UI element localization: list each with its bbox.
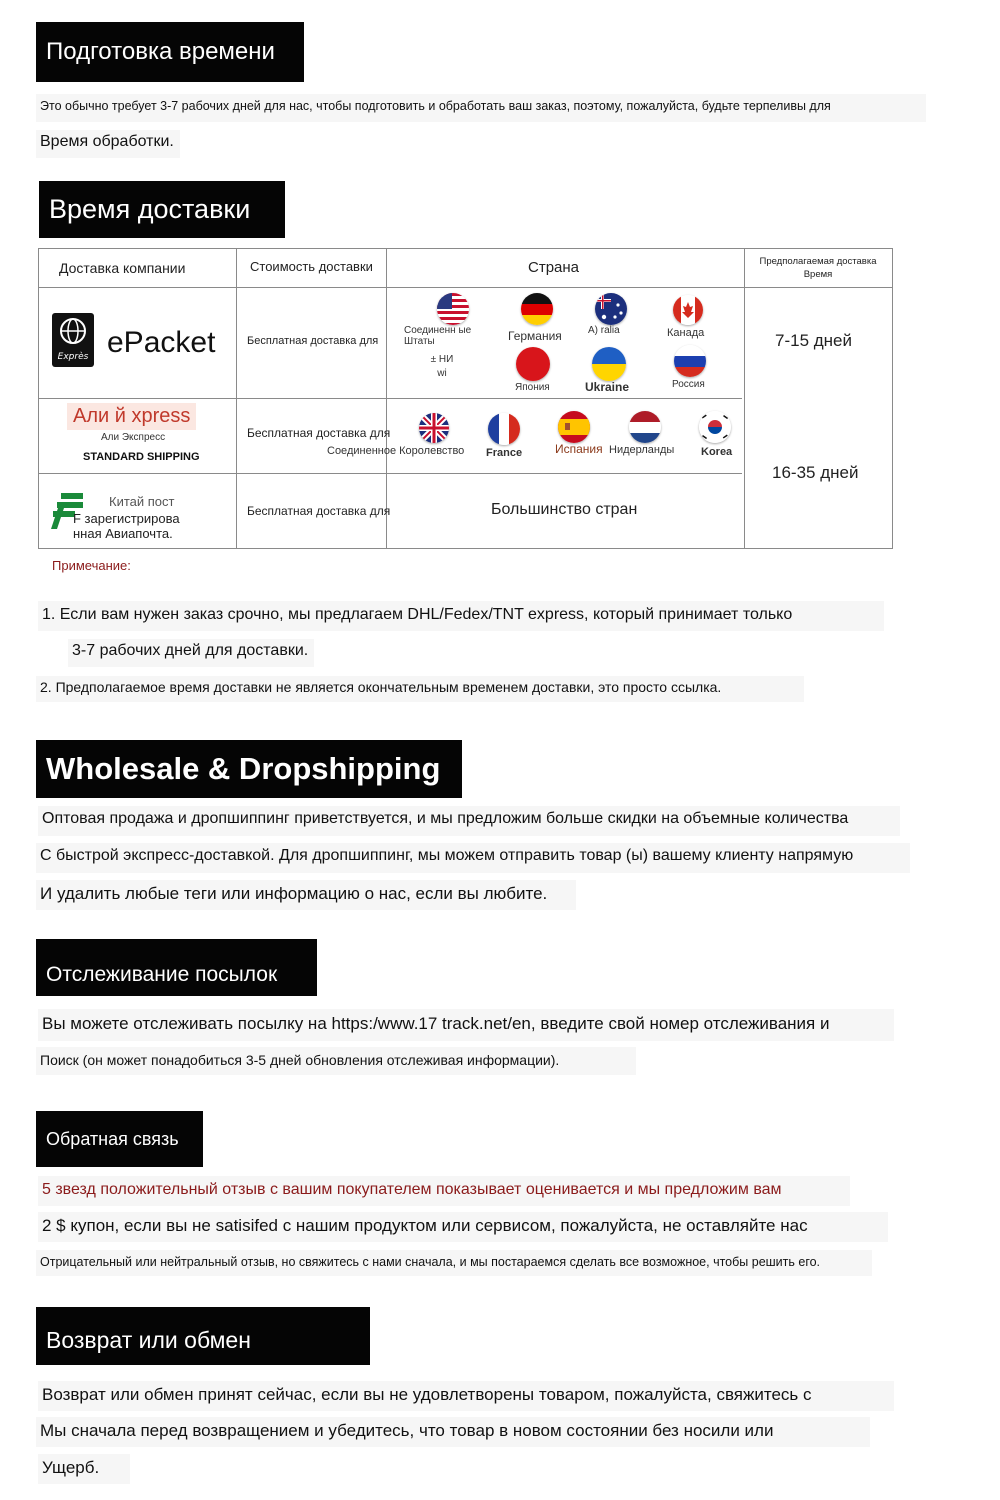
country-label: А) ralia bbox=[588, 325, 620, 336]
country-label: Нидерланды bbox=[609, 444, 675, 456]
country-label: Ukraine bbox=[585, 380, 630, 394]
feedback-line-1: 5 звезд положительный отзыв с вашим покупателем показывает оценивается и мы предложим вам bbox=[38, 1176, 850, 1206]
japan-flag-icon bbox=[516, 347, 550, 381]
preparation-line-2: Время обработки. bbox=[36, 130, 180, 158]
header-company: Доставка компании bbox=[59, 260, 186, 276]
country-label: Соединенн ые Штаты bbox=[404, 325, 472, 347]
preparation-line-1: Это обычно требует 3-7 рабочих дней для нас, чтобы подготовить и обработать ваш заказ, поэтому, пожалуйста, будьте терпеливы для bbox=[36, 94, 926, 122]
wholesale-line-1: Оптовая продажа и дропшиппинг приветствуется, и мы предложим больше скидки на объемные количества bbox=[38, 806, 900, 836]
svg-text:Exprès: Exprès bbox=[57, 352, 89, 362]
feedback-title: Обратная связь bbox=[36, 1111, 203, 1167]
aliexpress-cost: Бесплатная доставка для bbox=[247, 426, 391, 440]
aliexpress-name: Али й xpress bbox=[67, 403, 196, 430]
header-cost: Стоимость доставки bbox=[250, 259, 373, 274]
country-label: Япония bbox=[515, 382, 550, 393]
returns-line-1: Возврат или обмен принят сейчас, если вы не удовлетворены товаром, пожалуйста, свяжитесь с bbox=[38, 1381, 894, 1411]
returns-line-2: Мы сначала перед возвращением и убедитесь, что товар в новом состоянии без носили или bbox=[36, 1417, 870, 1447]
epacket-logo-icon bbox=[52, 313, 94, 367]
epacket-cost: Бесплатная доставка для bbox=[247, 335, 379, 347]
canada-flag-icon bbox=[673, 295, 703, 325]
returns-line-3: Ущерб. bbox=[38, 1454, 130, 1484]
korea-flag-icon bbox=[699, 411, 731, 443]
country-label: Соединенное Королевство bbox=[327, 445, 465, 457]
aliexpress-standard: STANDARD SHIPPING bbox=[83, 451, 200, 463]
aliexpress-time: 16-35 дней bbox=[772, 463, 859, 482]
epacket-name: ePacket bbox=[107, 326, 216, 359]
tracking-line-1: Вы можете отслеживать посылку на https:/www.17 track.net/en, введите свой номер отслеживания и bbox=[38, 1009, 894, 1041]
netherlands-flag-icon bbox=[629, 411, 661, 443]
country-label: Канада bbox=[667, 327, 705, 339]
header-country: Страна bbox=[528, 259, 580, 276]
china-post-line-2: F зарегистрирова bbox=[73, 511, 180, 526]
feedback-line-3: Отрицательный или нейтральный отзыв, но свяжитесь с нами сначала, и мы постараемся сделать все возможное, чтобы решить его. bbox=[36, 1250, 872, 1276]
ukraine-flag-icon bbox=[592, 347, 626, 381]
country-label: France bbox=[486, 447, 523, 459]
usa-flag-icon bbox=[437, 293, 469, 325]
china-post-line-3: нная Авиапочта. bbox=[73, 526, 173, 541]
france-flag-icon bbox=[488, 413, 520, 445]
preparation-title: Подготовка времени bbox=[36, 22, 304, 82]
note-2: 2. Предполагаемое время доставки не является окончательным временем доставки, это просто ссылка. bbox=[36, 676, 804, 702]
note-1-line-a: 1. Если вам нужен заказ срочно, мы предлагаем DHL/Fedex/TNT express, который принимает только bbox=[38, 601, 884, 631]
note-1-line-b: 3-7 рабочих дней для доставки. bbox=[68, 639, 314, 667]
spain-flag-icon bbox=[558, 411, 590, 443]
wholesale-title: Wholesale & Dropshipping bbox=[36, 740, 462, 798]
germany-flag-icon bbox=[521, 293, 553, 325]
australia-flag-icon bbox=[595, 293, 627, 325]
note-label: Примечание: bbox=[52, 558, 131, 573]
wholesale-line-2: С быстрой экспресс-доставкой. Для дропшиппинг, мы можем отправить товар (ы) вашему клиенту напрямую bbox=[36, 843, 910, 873]
country-label: Korea bbox=[701, 446, 733, 458]
china-post-line-1: Китай пост bbox=[109, 494, 175, 509]
russia-flag-icon bbox=[674, 345, 706, 377]
country-label: Россия bbox=[672, 379, 705, 390]
feedback-line-2: 2 $ купон, если вы не satisifed с нашим продуктом или сервисом, пожалуйста, не оставляйте нас bbox=[38, 1212, 888, 1242]
aliexpress-sub: Али Экспресс bbox=[101, 432, 166, 443]
country-label: ± НИ wi bbox=[430, 354, 454, 379]
epacket-time: 7-15 дней bbox=[775, 331, 853, 350]
china-post-cost: Бесплатная доставка для bbox=[247, 504, 391, 518]
tracking-line-2: Поиск (он может понадобиться 3-5 дней обновления отслеживая информации). bbox=[36, 1047, 636, 1075]
delivery-title: Время доставки bbox=[39, 181, 285, 238]
wholesale-line-3: И удалить любые теги или информацию о нас, если вы любите. bbox=[36, 880, 576, 910]
returns-title: Возврат или обмен bbox=[36, 1307, 370, 1365]
delivery-table bbox=[38, 248, 893, 549]
uk-flag-icon bbox=[419, 413, 449, 443]
header-estimated: Предполагаемая доставка Время bbox=[759, 256, 877, 280]
tracking-title: Отслеживание посылок bbox=[36, 939, 317, 996]
china-post-countries: Большинство стран bbox=[491, 501, 638, 518]
country-label: Испания bbox=[555, 442, 603, 456]
country-label: Германия bbox=[508, 329, 562, 343]
